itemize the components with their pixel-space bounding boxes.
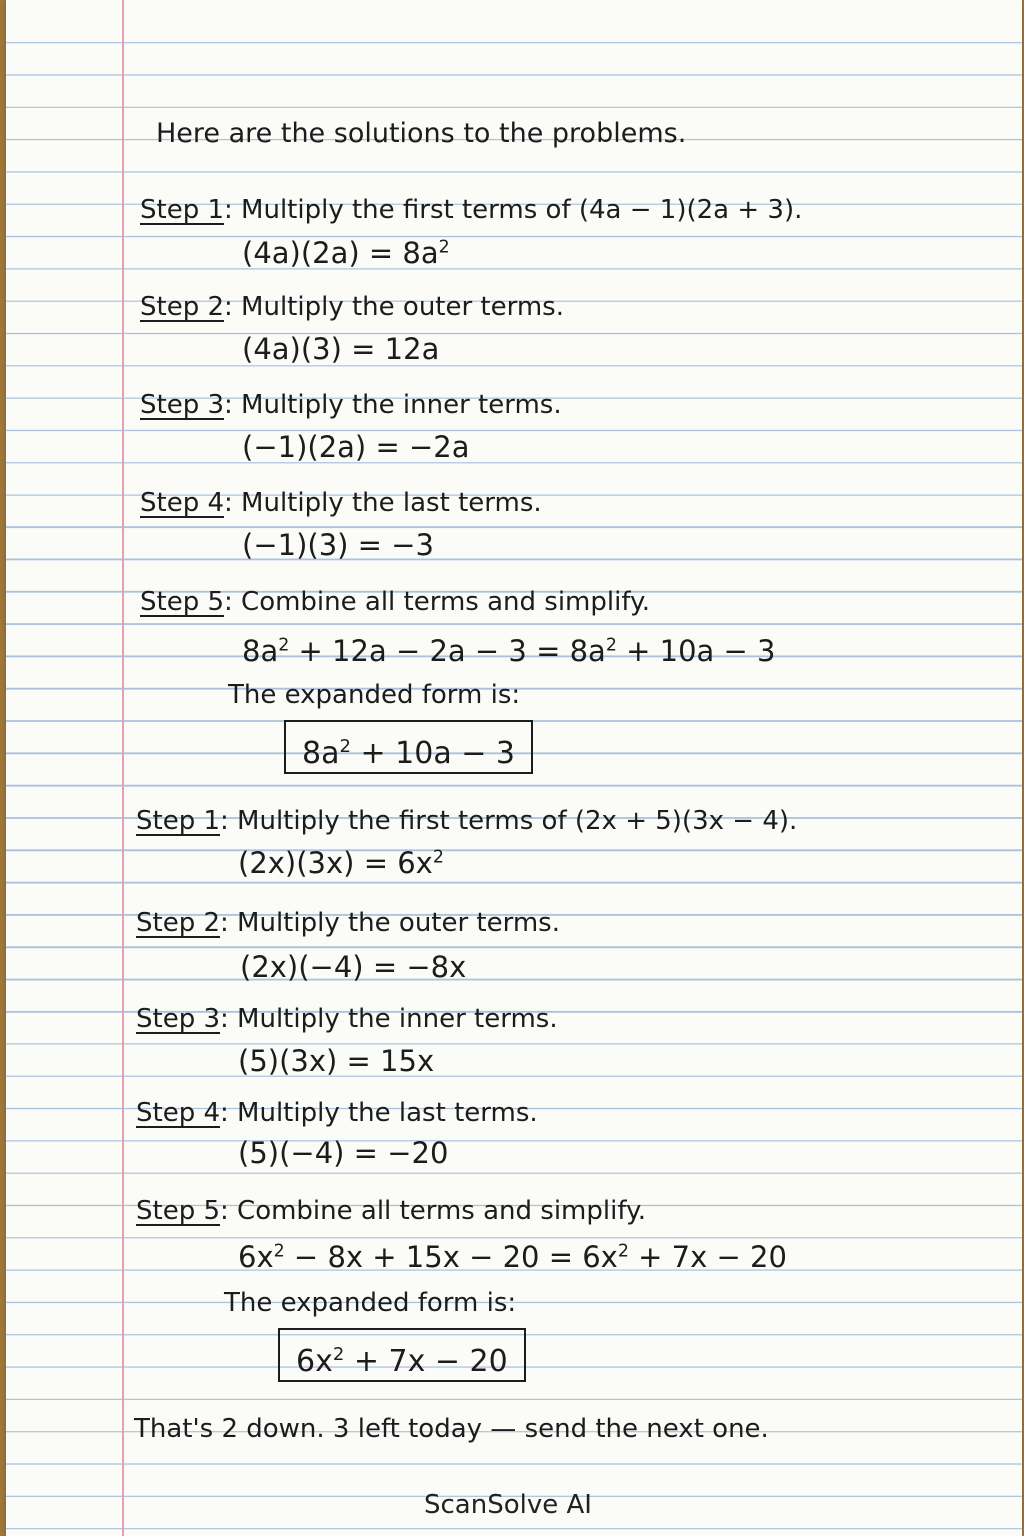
- math-expr: + 10a − 3: [350, 736, 515, 771]
- p1-step-3: [140, 390, 562, 420]
- step-text: : Multiply the inner terms.: [220, 1004, 558, 1034]
- math-expr: 6x: [296, 1344, 333, 1379]
- p2-answer-box: [278, 1328, 526, 1382]
- step-label: Step 2: [140, 292, 225, 322]
- exponent: 2: [605, 635, 617, 656]
- math-expr: + 7x − 20: [344, 1344, 508, 1379]
- step-label: Step 1: [140, 195, 225, 225]
- step-label: Step 5: [140, 587, 225, 617]
- p2-expanded-label: The expanded form is:: [224, 1288, 517, 1318]
- step-text: : Multiply the first terms of (4a − 1)(2a + 3).: [224, 195, 803, 225]
- step-label: Step 3: [140, 390, 225, 420]
- math-expr: 6x: [238, 1240, 274, 1274]
- math-expr: (4a)(2a) = 8a: [242, 236, 439, 270]
- p1-step-4: [140, 488, 542, 518]
- step-label: Step 1: [136, 806, 221, 836]
- math-expr: − 8x + 15x − 20 = 6x: [284, 1240, 618, 1274]
- math-expr: + 10a − 3: [616, 634, 776, 668]
- step-text: : Multiply the outer terms.: [220, 908, 560, 938]
- p1-step-2: [140, 292, 564, 322]
- step-text: : Multiply the inner terms.: [224, 390, 562, 420]
- step-text: : Combine all terms and simplify.: [220, 1196, 646, 1226]
- brand-label: ScanSolve AI: [424, 1490, 592, 1520]
- p2-step-5: [136, 1196, 646, 1226]
- p2-step-3-math: (5)(3x) = 15x: [238, 1044, 435, 1078]
- exponent: 2: [273, 1241, 285, 1262]
- math-expr: 8a: [242, 634, 279, 668]
- p2-step-3: [136, 1004, 558, 1034]
- step-label: Step 2: [136, 908, 221, 938]
- exponent: 2: [438, 237, 450, 258]
- p2-step-4-math: (5)(−4) = −20: [238, 1136, 449, 1170]
- exponent: 2: [332, 1344, 345, 1365]
- step-label: Step 5: [136, 1196, 221, 1226]
- p2-step-1-math: [238, 846, 444, 880]
- math-expr: (2x)(3x) = 6x: [238, 846, 433, 880]
- notebook-paper: [6, 0, 1022, 1536]
- intro-text: Here are the solutions to the problems.: [156, 118, 687, 149]
- p1-step-1-math: [242, 236, 450, 270]
- p1-expanded-label: The expanded form is:: [228, 680, 521, 710]
- step-text: : Multiply the last terms.: [224, 488, 542, 518]
- step-text: : Multiply the outer terms.: [224, 292, 564, 322]
- step-text: : Multiply the first terms of (2x + 5)(3x − 4).: [220, 806, 798, 836]
- p2-step-2-math: (2x)(−4) = −8x: [240, 950, 467, 984]
- exponent: 2: [432, 847, 444, 868]
- p1-step-3-math: (−1)(2a) = −2a: [242, 430, 470, 464]
- math-expr: 8a: [302, 736, 340, 771]
- exponent: 2: [617, 1241, 629, 1262]
- p1-step-2-math: (4a)(3) = 12a: [242, 332, 440, 366]
- step-label: Step 4: [136, 1098, 221, 1128]
- step-label: Step 4: [140, 488, 225, 518]
- footer-note: That's 2 down. 3 left today — send the next one.: [134, 1414, 769, 1444]
- step-label: Step 3: [136, 1004, 221, 1034]
- math-expr: + 12a − 2a − 3 = 8a: [289, 634, 606, 668]
- p1-answer-box: [284, 720, 533, 774]
- exponent: 2: [339, 736, 351, 757]
- p1-step-5: [140, 587, 650, 617]
- step-text: : Combine all terms and simplify.: [224, 587, 650, 617]
- math-expr: + 7x − 20: [628, 1240, 787, 1274]
- exponent: 2: [278, 635, 290, 656]
- p2-step-2: [136, 908, 560, 938]
- p1-step-1: [140, 195, 802, 225]
- p2-step-1: [136, 806, 797, 836]
- p2-step-4: [136, 1098, 538, 1128]
- p2-combine: [238, 1240, 787, 1274]
- step-text: : Multiply the last terms.: [220, 1098, 538, 1128]
- p1-combine: [242, 634, 776, 668]
- p1-step-4-math: (−1)(3) = −3: [242, 528, 434, 562]
- margin-line: [122, 0, 124, 1536]
